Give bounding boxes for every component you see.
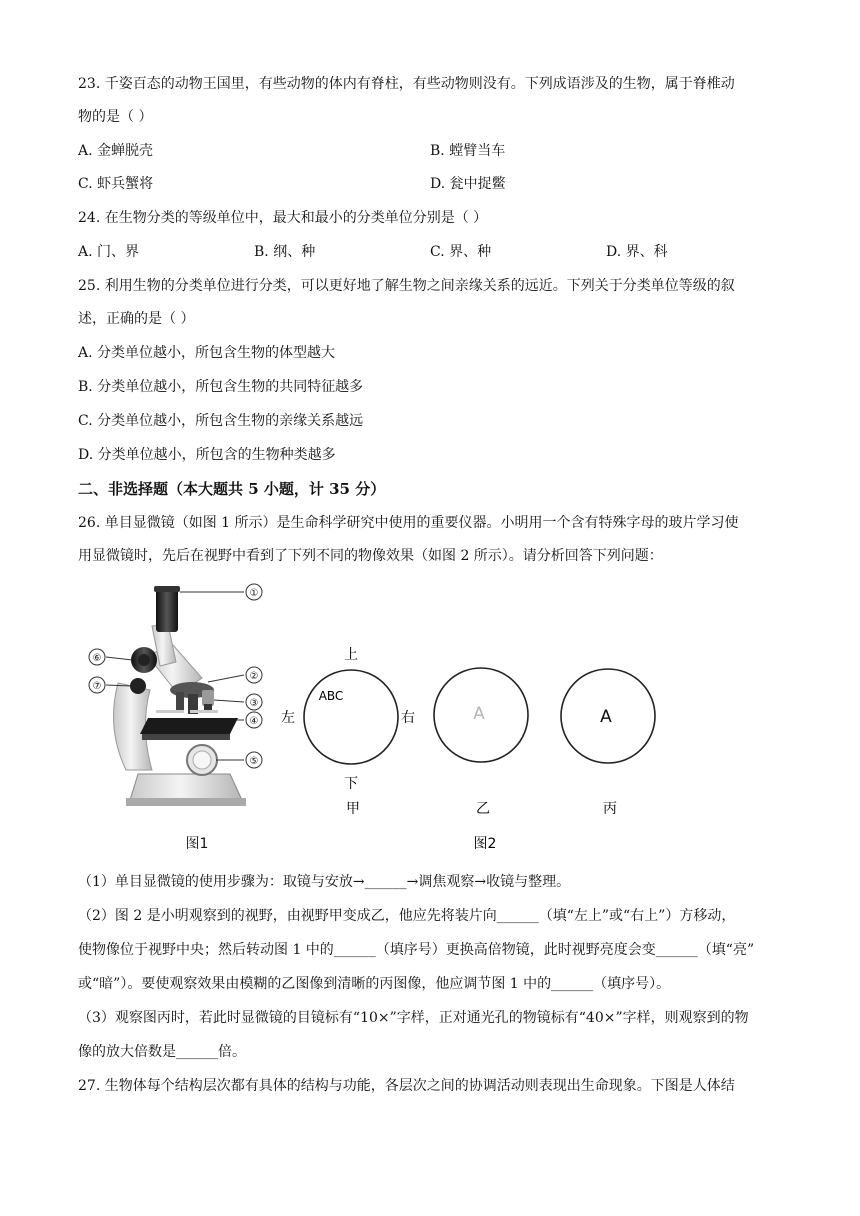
q24-option-d: D. 界、科 [606,244,668,260]
label-left: 左 [281,710,295,726]
q23-option-c: C. 虾兵蟹将 [78,176,154,192]
view-jia-letters: ABC [318,689,344,703]
q24-stem: 24. 在生物分类的等级单位中，最大和最小的分类单位分别是（ ） [78,210,488,226]
q26-sub3-line1: （3）观察图丙时，若此时显微镜的目镜标有“10×”字样，正对通光孔的物镜标有“40×”字样，则观察到的物 [78,1010,749,1026]
section-heading: 二、非选择题（本大题共 5 小题，计 35 分） [78,480,386,498]
fig1-label-6: ⑥ [92,653,102,664]
q24-option-a: A. 门、界 [78,244,140,260]
fig1-label-7: ⑦ [92,681,102,692]
label-up: 上 [344,647,358,663]
name-bing: 丙 [603,801,617,817]
figure2-views [270,640,670,854]
q26-stem-line1: 26. 单目显微镜（如图 1 所示）是生命科学研究中使用的重要仪器。小明用一个含有特殊字母的玻片学习使 [78,515,739,531]
q26-stem-line2: 用显微镜时，先后在视野中看到了下列不同的物像效果（如图 2 所示）。请分析回答下列问题： [78,548,663,564]
name-yi: 乙 [476,801,490,817]
view-bing-letter: A [600,707,612,727]
q23-option-d: D. 瓮中捉鳖 [430,176,506,192]
q26-sub2-line1: （2）图 2 是小明观察到的视野，由视野甲变成乙，他应先将装片向______（填“左上”或“右上”）方移动， [78,908,736,924]
fig1-label-2: ② [249,671,259,682]
name-jia: 甲 [346,801,360,817]
q25-stem-line2: 述，正确的是（ ） [78,311,195,327]
q26-sub2-line2: 使物像位于视野中央；然后转动图 1 中的______（填序号）更换高倍物镜，此时视野亮度会变______（填“亮” [78,942,755,958]
q24-option-c: C. 界、种 [430,244,492,260]
q24-option-b: B. 纲、种 [254,244,316,260]
fig1-label-5: ⑤ [249,756,259,767]
q26-sub3-line2: 像的放大倍数是______倍。 [78,1044,246,1060]
label-right: 右 [401,710,415,726]
view-jia-circle [304,670,398,764]
fig1-label-1: ① [249,588,259,599]
q27-stem-line1: 27. 生物体每个结构层次都有具体的结构与功能，各层次之间的协调活动则表现出生命现象。下图是人体结 [78,1078,735,1094]
q26-sub2-line3: 或“暗”）。要使观察效果由模糊的乙图像到清晰的丙图像，他应调节图 1 中的______（填序号）。 [78,976,671,992]
view-yi-letter: A [473,704,485,724]
figure2-caption: 图2 [473,836,497,852]
figure1-microscope [80,578,280,854]
fig1-label-4: ④ [249,716,259,727]
figure1-caption: 图1 [185,836,209,852]
q26-sub1: （1）单目显微镜的使用步骤为：取镜与安放→______→调焦观察→收镜与整理。 [78,874,571,890]
q25-option-c: C. 分类单位越小，所包含生物的亲缘关系越远 [78,413,364,429]
label-down: 下 [344,776,358,792]
q25-option-a: A. 分类单位越小，所包含生物的体型越大 [78,345,336,361]
fig1-label-3: ③ [249,698,259,709]
microscope-drawing [114,586,247,806]
q23-option-b: B. 螳臂当车 [430,143,506,159]
q23-stem-line1: 23. 千姿百态的动物王国里，有些动物的体内有脊柱，有些动物则没有。下列成语涉及的生物，属于脊椎动 [78,76,735,92]
q23-option-a: A. 金蝉脱壳 [78,143,154,159]
q25-option-d: D. 分类单位越小，所包含的生物种类越多 [78,447,336,463]
q23-stem-line2: 物的是（ ） [78,109,153,125]
q25-stem-line1: 25. 利用生物的分类单位进行分类，可以更好地了解生物之间亲缘关系的远近。下列关于分类单位等级的叙 [78,278,735,294]
q25-option-b: B. 分类单位越小，所包含生物的共同特征越多 [78,379,364,395]
